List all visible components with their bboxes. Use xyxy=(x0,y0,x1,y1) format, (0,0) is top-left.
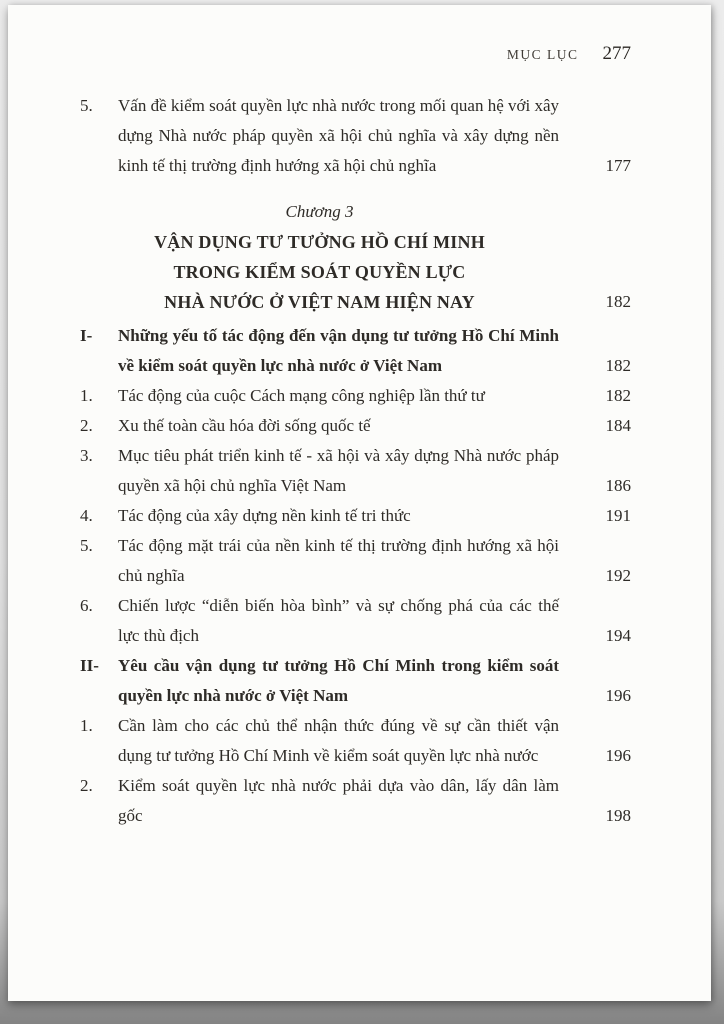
entry-page: 186 xyxy=(605,476,631,495)
chapter-heading xyxy=(80,197,631,317)
entry-number: 2. xyxy=(80,416,93,435)
toc-entry xyxy=(80,711,631,771)
entry-page: 196 xyxy=(605,686,631,705)
entry-page: 182 xyxy=(605,356,631,375)
entry-text: Những yếu tố tác động đến vận dụng tư tưởng Hồ Chí Minh về kiểm soát quyền lực nhà nước ở Việt Nam xyxy=(118,326,559,375)
page-header xyxy=(8,5,711,65)
running-title: MỤC LỤC xyxy=(506,47,579,62)
entry-page: 177 xyxy=(605,156,631,175)
entry-text: Kiểm soát quyền lực nhà nước phải dựa vào dân, lấy dân làm gốc xyxy=(118,776,559,825)
toc-entry-section xyxy=(80,321,631,381)
entry-text: Tác động mặt trái của nền kinh tế thị trường định hướng xã hội chủ nghĩa xyxy=(118,536,559,585)
toc-entry xyxy=(80,771,631,831)
entry-text: Vấn đề kiểm soát quyền lực nhà nước trong mối quan hệ với xây dựng Nhà nước pháp quyền xã hội chủ nghĩa và xây dựng nền kinh tế thị trường định hướng xã hội chủ nghĩa xyxy=(118,96,559,175)
entry-page: 192 xyxy=(605,566,631,585)
toc-entry xyxy=(80,441,631,501)
entry-text: Mục tiêu phát triển kinh tế - xã hội và xây dựng Nhà nước pháp quyền xã hội chủ nghĩa Việt Nam xyxy=(118,446,559,495)
entry-text: Yêu cầu vận dụng tư tưởng Hồ Chí Minh trong kiểm soát quyền lực nhà nước ở Việt Nam xyxy=(118,656,559,705)
entry-text: Chiến lược “diễn biến hòa bình” và sự chống phá của các thế lực thù địch xyxy=(118,596,559,645)
entry-number: 5. xyxy=(80,536,93,555)
entry-page: 191 xyxy=(605,506,631,525)
entry-number: 3. xyxy=(80,446,93,465)
entry-page: 198 xyxy=(605,806,631,825)
entry-page: 182 xyxy=(605,386,631,405)
entry-page: 182 xyxy=(605,292,631,311)
entry-number: 1. xyxy=(80,716,93,735)
toc-entry xyxy=(80,91,631,181)
entry-text: Xu thế toàn cầu hóa đời sống quốc tế xyxy=(118,416,371,435)
chapter-label: Chương 3 xyxy=(285,202,354,221)
entry-page: 194 xyxy=(605,626,631,645)
entry-number: I- xyxy=(80,326,93,345)
entry-page: 196 xyxy=(605,746,631,765)
page-number: 277 xyxy=(602,43,631,64)
toc-entry xyxy=(80,501,631,531)
entry-text: Cần làm cho các chủ thể nhận thức đúng về sự cần thiết vận dụng tư tưởng Hồ Chí Minh về kiểm soát quyền lực nhà nước xyxy=(118,716,559,765)
entry-number: 1. xyxy=(80,386,93,405)
table-of-contents xyxy=(8,91,711,831)
toc-entry xyxy=(80,411,631,441)
chapter-title-line: TRONG KIỂM SOÁT QUYỀN LỰC xyxy=(173,262,466,282)
entry-number: 2. xyxy=(80,776,93,795)
entry-page: 184 xyxy=(605,416,631,435)
toc-entry xyxy=(80,591,631,651)
toc-entry-section xyxy=(80,651,631,711)
entry-text: Tác động của cuộc Cách mạng công nghiệp lần thứ tư xyxy=(118,386,485,405)
entry-number: 4. xyxy=(80,506,93,525)
entry-number: 6. xyxy=(80,596,93,615)
toc-entry xyxy=(80,381,631,411)
entry-number: 5. xyxy=(80,96,93,115)
toc-entry xyxy=(80,531,631,591)
chapter-title-line: VẬN DỤNG TƯ TƯỞNG HỒ CHÍ MINH xyxy=(154,232,485,252)
chapter-title-line: NHÀ NƯỚC Ở VIỆT NAM HIỆN NAY xyxy=(164,292,475,312)
entry-text: Tác động của xây dựng nền kinh tế tri thức xyxy=(118,506,411,525)
entry-number: II- xyxy=(80,656,99,675)
book-page xyxy=(8,5,711,1001)
